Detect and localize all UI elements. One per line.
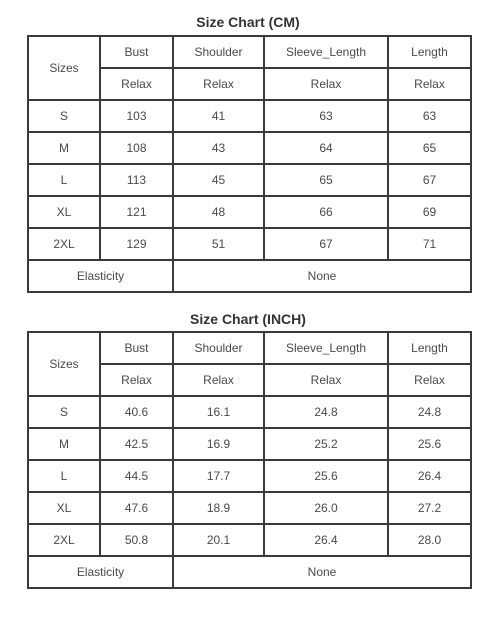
length-subheader: Relax (388, 364, 471, 396)
table-row (28, 196, 471, 228)
bust-cell: 108 (100, 132, 173, 164)
length-cell: 71 (388, 228, 471, 260)
size-chart-cm-title: Size Chart (CM) (196, 14, 300, 30)
length-cell: 28.0 (388, 524, 471, 556)
table-row (28, 132, 471, 164)
length-cell: 25.6 (388, 428, 471, 460)
shoulder-cell: 45 (173, 164, 264, 196)
size-cell: 2XL (28, 228, 100, 260)
bust-subheader: Relax (100, 364, 173, 396)
sleeve-length-cell: 63 (264, 100, 388, 132)
elasticity-value: None (173, 556, 471, 588)
length-cell: 26.4 (388, 460, 471, 492)
bust-cell: 40.6 (100, 396, 173, 428)
elasticity-value: None (173, 260, 471, 292)
length-cell: 67 (388, 164, 471, 196)
shoulder-subheader: Relax (173, 364, 264, 396)
shoulder-cell: 48 (173, 196, 264, 228)
length-header: Length (388, 332, 471, 364)
table-row (28, 460, 471, 492)
bust-cell: 103 (100, 100, 173, 132)
shoulder-cell: 16.9 (173, 428, 264, 460)
header-row (28, 332, 471, 364)
sleeve-length-header: Sleeve_Length (264, 36, 388, 68)
bust-subheader: Relax (100, 68, 173, 100)
elasticity-row (28, 556, 471, 588)
length-header: Length (388, 36, 471, 68)
shoulder-cell: 41 (173, 100, 264, 132)
elasticity-label: Elasticity (28, 260, 173, 292)
shoulder-cell: 51 (173, 228, 264, 260)
length-cell: 24.8 (388, 396, 471, 428)
sizes-header: Sizes (28, 332, 100, 396)
sleeve-length-cell: 65 (264, 164, 388, 196)
sleeve-length-cell: 64 (264, 132, 388, 164)
table-row (28, 396, 471, 428)
shoulder-cell: 43 (173, 132, 264, 164)
size-cell: S (28, 396, 100, 428)
sleeve-length-header: Sleeve_Length (264, 332, 388, 364)
elasticity-row (28, 260, 471, 292)
size-cell: XL (28, 492, 100, 524)
table-row (28, 524, 471, 556)
sleeve-length-cell: 25.2 (264, 428, 388, 460)
size-chart-cm-table (27, 35, 472, 293)
sizes-header: Sizes (28, 36, 100, 100)
bust-cell: 113 (100, 164, 173, 196)
table-row (28, 228, 471, 260)
bust-header: Bust (100, 332, 173, 364)
size-cell: M (28, 132, 100, 164)
length-subheader: Relax (388, 68, 471, 100)
size-cell: L (28, 164, 100, 196)
shoulder-cell: 20.1 (173, 524, 264, 556)
table-row (28, 100, 471, 132)
size-cell: 2XL (28, 524, 100, 556)
bust-cell: 121 (100, 196, 173, 228)
sleeve-length-subheader: Relax (264, 364, 388, 396)
table-row (28, 492, 471, 524)
length-cell: 65 (388, 132, 471, 164)
size-chart-inch-table (27, 331, 472, 589)
header-row (28, 36, 471, 68)
length-cell: 27.2 (388, 492, 471, 524)
shoulder-header: Shoulder (173, 332, 264, 364)
bust-header: Bust (100, 36, 173, 68)
sleeve-length-cell: 24.8 (264, 396, 388, 428)
shoulder-header: Shoulder (173, 36, 264, 68)
shoulder-subheader: Relax (173, 68, 264, 100)
length-cell: 69 (388, 196, 471, 228)
sleeve-length-cell: 26.0 (264, 492, 388, 524)
length-cell: 63 (388, 100, 471, 132)
size-chart-inch-title: Size Chart (INCH) (190, 311, 306, 327)
size-cell: M (28, 428, 100, 460)
bust-cell: 50.8 (100, 524, 173, 556)
shoulder-cell: 18.9 (173, 492, 264, 524)
sleeve-length-cell: 26.4 (264, 524, 388, 556)
size-cell: XL (28, 196, 100, 228)
sleeve-length-cell: 66 (264, 196, 388, 228)
shoulder-cell: 16.1 (173, 396, 264, 428)
sleeve-length-subheader: Relax (264, 68, 388, 100)
bust-cell: 47.6 (100, 492, 173, 524)
shoulder-cell: 17.7 (173, 460, 264, 492)
sleeve-length-cell: 67 (264, 228, 388, 260)
table-row (28, 164, 471, 196)
size-cell: L (28, 460, 100, 492)
bust-cell: 44.5 (100, 460, 173, 492)
sleeve-length-cell: 25.6 (264, 460, 388, 492)
table-row (28, 428, 471, 460)
elasticity-label: Elasticity (28, 556, 173, 588)
size-cell: S (28, 100, 100, 132)
bust-cell: 129 (100, 228, 173, 260)
bust-cell: 42.5 (100, 428, 173, 460)
